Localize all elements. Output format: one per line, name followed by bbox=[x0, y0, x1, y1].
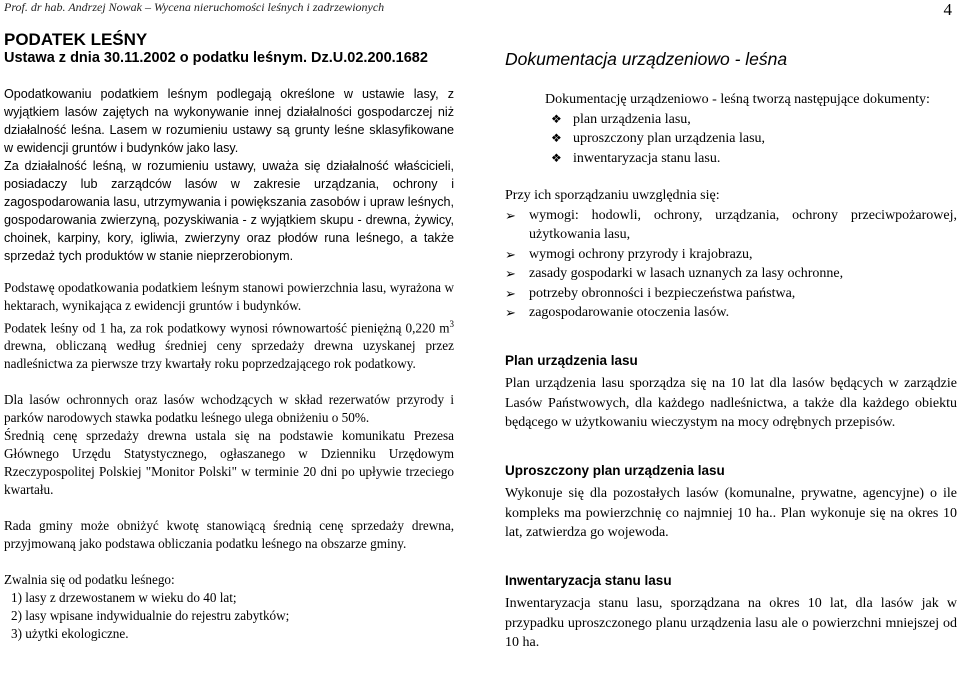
page-number: 4 bbox=[943, 0, 952, 19]
page-title: PODATEK LEŚNY bbox=[4, 30, 148, 49]
list-item: 1) lasy z drzewostanem w wieku do 40 lat; bbox=[11, 590, 237, 606]
section-heading-plan: Plan urządzenia lasu bbox=[505, 352, 638, 368]
list-item: ➢ zagospodarowanie otoczenia lasów. bbox=[505, 303, 957, 323]
exemptions-list bbox=[4, 589, 454, 643]
list-item: 2) lasy wpisane indywidualnie do rejestru zabytków; bbox=[11, 608, 290, 624]
exemptions-title: Zwalnia się od podatku leśnego: bbox=[4, 572, 175, 588]
section-heading-inventory: Inwentaryzacja stanu lasu bbox=[505, 572, 672, 588]
paragraph-tax-rate bbox=[4, 315, 454, 373]
list-item: ➢ potrzeby obronności i bezpieczeństwa państwa, bbox=[505, 284, 957, 304]
paragraph-protected-forests: Dla lasów ochronnych oraz lasów wchodzących w skład rezerwatów przyrody i parków narodowych stawka podatku leśnego ulega obniżeniu o 50%. bbox=[4, 392, 454, 426]
list-item: ➢ wymogi ochrony przyrody i krajobrazu, bbox=[505, 245, 957, 265]
considerations-list bbox=[505, 206, 957, 323]
tax-rate-text-b: drewna, obliczaną według średniej ceny sprzedaży drewna uzyskanej przez nadleśnictwa za pierwsze trzy kwartały roku poprzedzającego rok podatkowy. bbox=[4, 338, 454, 372]
section-heading-simplified-plan: Uproszczony plan urządzenia lasu bbox=[505, 462, 725, 478]
arrow-bullet-icon: ➢ bbox=[505, 246, 516, 262]
arrow-bullet-icon: ➢ bbox=[505, 305, 516, 320]
section-text-plan: Plan urządzenia lasu sporządza się na 10 lat dla lasów będących w zarządzie Lasów Państwowych, dla każdego nadleśnictwa, a także dla każdego obiektu będącego w użytkowaniu wieczystym na mocy odrębnych przepisów. bbox=[505, 376, 957, 430]
paragraph-council-reduction: Rada gminy może obniżyć kwotę stanowiącą średnią cenę sprzedaży drewna, przyjmowaną jako podstawa obliczania podatku leśnego na obszarze gminy. bbox=[4, 518, 454, 552]
tax-rate-superscript: 3 bbox=[449, 319, 454, 329]
tax-rate-text-a: Podatek leśny od 1 ha, za rok podatkowy wynosi równowartość pieniężną 0,220 m bbox=[4, 320, 450, 336]
section-text-inventory: Inwentaryzacja stanu lasu, sporządzana na okres 10 lat, dla lasów jak w przypadku uproszczonego planu urządzenia lasu ale o powierzchni mniejszej od 10 ha. bbox=[505, 596, 957, 650]
paragraph-forest-activity: Za działalność leśną, w rozumieniu ustawy, uważa się działalność właścicieli, posiadaczy lub zarządców lasów w zakresie urządzania, ochrony i zagospodarowania lasu, utrzymywania i powiększania zasobów i upraw leśnych, gospodarowania zwierzyną, pozyskiwania - z wyjątkiem skupu - drewna, żywicy, choinek, karpiny, kory, igliwia, zwierzyny oraz płodów runa leśnego, a także sprzedaż tych produktów w stanie nieprzerobionym. bbox=[4, 159, 454, 263]
section-title-documentation: Dokumentacja urządzeniowo - leśna bbox=[505, 49, 788, 69]
left-column bbox=[4, 30, 454, 643]
right-column bbox=[505, 48, 957, 653]
considerations-intro: Przy ich sporządzaniu uwzględnia się: bbox=[505, 188, 720, 203]
law-reference: Ustawa z dnia 30.11.2002 o podatku leśnym. Dz.U.02.200.1682 bbox=[4, 50, 428, 66]
running-header: Prof. dr hab. Andrzej Nowak – Wycena nieruchomości leśnych i zadrzewionych bbox=[4, 0, 385, 14]
diamond-bullet-icon: ❖ bbox=[551, 150, 562, 165]
arrow-bullet-icon: ➢ bbox=[505, 266, 516, 281]
arrow-bullet-icon: ➢ bbox=[505, 285, 516, 301]
diamond-bullet-icon: ❖ bbox=[551, 111, 562, 126]
arrow-bullet-icon: ➢ bbox=[505, 207, 516, 223]
diamond-bullet-icon: ❖ bbox=[551, 131, 562, 145]
paragraph-taxation-scope: Opodatkowaniu podatkiem leśnym podlegają określone w ustawie lasy, z wyjątkiem lasów zajętych na wykonywanie innej działalności gospodarczej niż działalność leśna. Lasem w rozumieniu ustawy są grunty leśne sklasyfikowane w ewidencji gruntów i budynków jako lasy. bbox=[4, 87, 454, 155]
list-item: ➢ wymogi: hodowli, ochrony, urządzania, ochrony przeciwpożarowej, użytkowania lasu, bbox=[505, 207, 957, 242]
paragraph-average-price: Średnią cenę sprzedaży drewna ustala się na podstawie komunikatu Prezesa Głównego Urzędu Statystycznego, ogłaszanego w Dzienniku Urzędowym Rzeczypospolitej Polskiej "Monitor Polski" w terminie 20 dni po upływie trzeciego kwartału. bbox=[4, 428, 454, 498]
documentation-intro: Dokumentację urządzeniowo - leśną tworzą następujące dokumenty: bbox=[545, 92, 930, 107]
section-text-simplified-plan: Wykonuje się dla pozostałych lasów (komunalne, prywatne, agencyjne) o ile kompleks ma powierzchnię co najmniej 10 ha.. Plan wykonuje się na okres 10 lat, zatwierdza go wojewoda. bbox=[505, 486, 957, 540]
list-item: 3) użytki ekologiczne. bbox=[11, 626, 129, 642]
paragraph-tax-base: Podstawę opodatkowania podatkiem leśnym stanowi powierzchnia lasu, wyrażona w hektarach, wynikająca z ewidencji gruntów i budynków. bbox=[4, 280, 454, 313]
documents-list bbox=[505, 110, 957, 169]
list-item: ➢ zasady gospodarki w lasach uznanych za lasy ochronne, bbox=[505, 264, 957, 284]
list-item: ❖ inwentaryzacja stanu lasu. bbox=[505, 149, 957, 169]
list-item: ❖ uproszczony plan urządzenia lasu, bbox=[505, 129, 957, 149]
list-item: ❖ plan urządzenia lasu, bbox=[505, 110, 957, 130]
